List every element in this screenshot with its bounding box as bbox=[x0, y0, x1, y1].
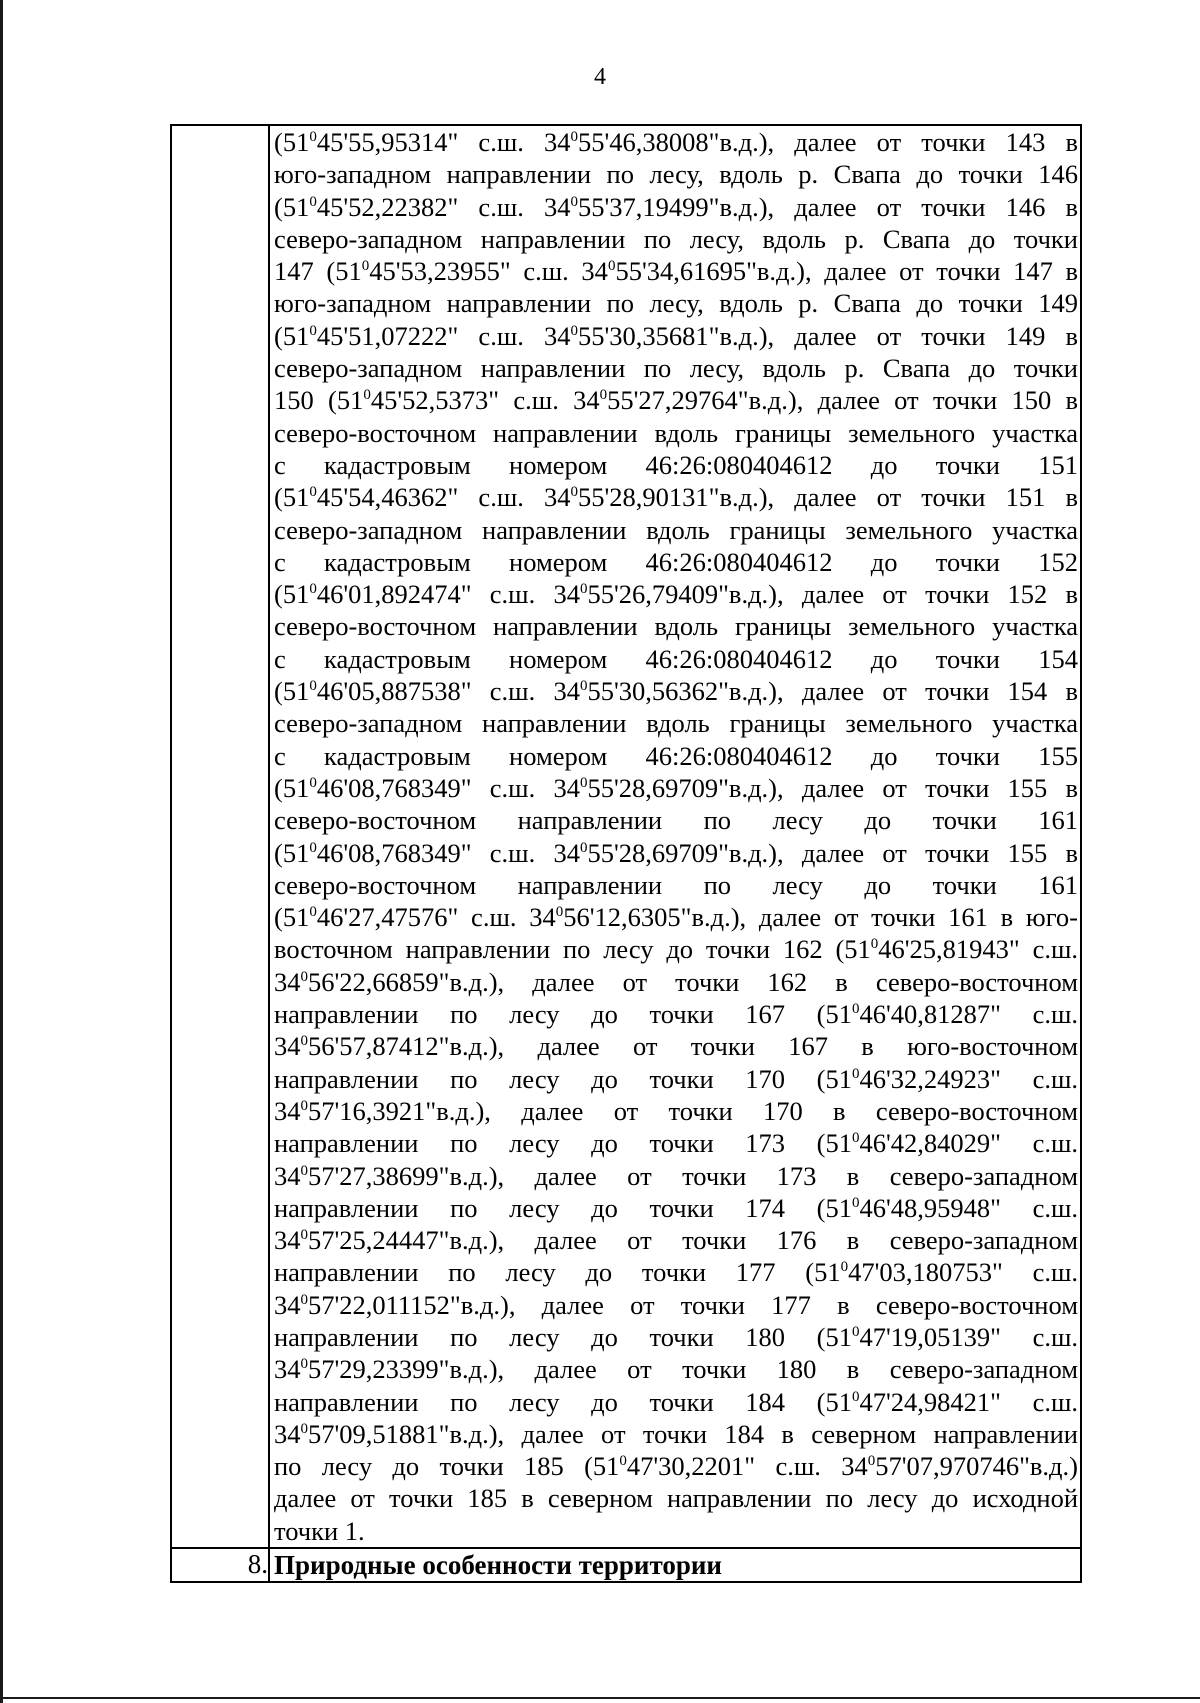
boundary-text-line: направлении по лесу до точки 170 ($51^046'32,24923$" с.ш. bbox=[274, 1063, 1078, 1094]
boundary-text-line: с кадастровым номером 46:26:080404612 до точки 155 bbox=[274, 740, 1078, 771]
boundary-text-line: ($51^046'01,892474$" с.ш. $34^055'26,79409"в.д$.), далее от точки 152 в bbox=[274, 579, 1079, 610]
boundary-text-line: ($51^046'08,768349$" с.ш. $34^055'28,69709"в.д$.), далее от точки 155 в bbox=[274, 772, 1079, 803]
boundary-text-line: 147 ($51^045'53,23955$" с.ш. $34^055'34,61695"в.д$.), далее от точки 147 в bbox=[274, 256, 1079, 287]
boundary-description-table bbox=[170, 124, 1082, 1583]
boundary-text-line: ($51^045'55,95314$" с.ш. $34^055'46,38008"в.д$.), далее от точки 143 в bbox=[274, 127, 1079, 157]
boundary-text-line: северо-западном направлении по лесу, вдоль р. Свапа до точки bbox=[274, 223, 1078, 254]
boundary-text-line: $34^056'22,66859"в.д$.), далее от точки 162 в северо-восточном bbox=[274, 966, 1078, 997]
boundary-text-line: $34^057'09,51881"в.д$.), далее от точки 184 в северном направлении bbox=[274, 1418, 1078, 1449]
boundary-text-line: $34^057'22,011152"в.д$.), далее от точки 177 в северо-восточном bbox=[274, 1289, 1078, 1320]
boundary-text-line: точки 1. bbox=[274, 1515, 365, 1546]
boundary-text-line: ($51^046'08,768349$" с.ш. $34^055'28,69709"в.д$.), далее от точки 155 в bbox=[274, 837, 1079, 868]
scan-edge-left bbox=[0, 0, 3, 1703]
boundary-text-line: $34^057'27,38699"в.д$.), далее от точки 173 в северо-западном bbox=[274, 1160, 1078, 1191]
boundary-text-line: северо-западном направлении по лесу, вдоль р. Свапа до точки bbox=[274, 353, 1078, 384]
boundary-text-line: направлении по лесу до точки 184 ($51^047'24,98421$" с.ш. bbox=[274, 1386, 1078, 1417]
boundary-text-line: направлении по лесу до точки 180 ($51^047'19,05139$" с.ш. bbox=[274, 1321, 1078, 1352]
boundary-text-line: далее от точки 185 в северном направлении по лесу до исходной bbox=[274, 1483, 1078, 1514]
boundary-text-line: $34^057'29,23399"в.д$.), далее от точки 180 в северо-западном bbox=[274, 1354, 1078, 1385]
boundary-text-line: ($51^045'51,07222$" с.ш. $34^055'30,35681"в.д$.), далее от точки 149 в bbox=[274, 320, 1079, 351]
page-number: 4 bbox=[594, 64, 606, 90]
boundary-text-line: с кадастровым номером 46:26:080404612 до точки 154 bbox=[274, 643, 1078, 674]
table-row-boundary bbox=[171, 125, 1081, 1548]
boundary-text-line: юго-западном направлении по лесу, вдоль р. Свапа до точки 149 bbox=[274, 288, 1078, 319]
boundary-text-line: северо-восточном направлении по лесу до точки 161 bbox=[274, 805, 1078, 836]
boundary-text-line: $34^056'57,87412"в.д$.), далее от точки 167 в юго-восточном bbox=[274, 1031, 1078, 1062]
boundary-text-line: северо-восточном направлении по лесу до точки 161 bbox=[274, 869, 1078, 900]
boundary-description-cell bbox=[269, 125, 1081, 1548]
boundary-text-line: юго-западном направлении по лесу, вдоль р. Свапа до точки 146 bbox=[274, 159, 1078, 190]
boundary-description-text bbox=[270, 126, 1080, 1547]
boundary-text-line: с кадастровым номером 46:26:080404612 до точки 151 bbox=[274, 449, 1078, 480]
boundary-text-line: ($51^045'54,46362$" с.ш. $34^055'28,90131"в.д$.), далее от точки 151 в bbox=[274, 482, 1079, 513]
section-8-title-cell bbox=[269, 1548, 1081, 1582]
boundary-text-line: 150 ($51^045'52,5373$" с.ш. $34^055'27,29764"в.д$.), далее от точки 150 в bbox=[274, 385, 1079, 416]
boundary-text-line: северо-западном направлении вдоль границы земельного участка bbox=[274, 708, 1078, 739]
boundary-text-line: с кадастровым номером 46:26:080404612 до точки 152 bbox=[274, 546, 1078, 577]
scan-edge-bottom bbox=[0, 1697, 1200, 1699]
boundary-text-line: $34^057'25,24447"в.д$.), далее от точки 176 в северо-западном bbox=[274, 1225, 1078, 1256]
boundary-text-line: по лесу до точки 185 ($51^047'30,2201$" с.ш. $34^057'07,970746"в.д$.) bbox=[274, 1451, 1078, 1482]
boundary-text-line: направлении по лесу до точки 173 ($51^046'42,84029$" с.ш. bbox=[274, 1128, 1078, 1159]
boundary-text-line: северо-западном направлении вдоль границы земельного участка bbox=[274, 514, 1078, 545]
boundary-text-line: $34^057'16,3921"в.д$.), далее от точки 170 в северо-восточном bbox=[274, 1095, 1078, 1126]
boundary-text-line: направлении по лесу до точки 177 ($51^047'03,180753$" с.ш. bbox=[274, 1257, 1078, 1288]
boundary-text-line: ($51^046'27,47576$" с.ш. $34^056'12,6305"в.д$.), далее от точки 161 в юго- bbox=[274, 902, 1078, 933]
boundary-text-line: северо-восточном направлении вдоль границы земельного участка bbox=[274, 417, 1078, 448]
section-8-title: Природные особенности территории bbox=[274, 1550, 722, 1581]
boundary-text-line: направлении по лесу до точки 174 ($51^046'48,95948$" с.ш. bbox=[274, 1192, 1078, 1223]
section-8-number: 8. bbox=[171, 1548, 269, 1582]
boundary-text-line: ($51^046'05,887538$" с.ш. $34^055'30,56362"в.д$.), далее от точки 154 в bbox=[274, 676, 1079, 707]
row-number-cell-empty bbox=[171, 125, 269, 1548]
table-row-section-8 bbox=[171, 1548, 1081, 1582]
boundary-text-line: направлении по лесу до точки 167 ($51^046'40,81287$" с.ш. bbox=[274, 999, 1078, 1030]
boundary-text-line: северо-восточном направлении вдоль границы земельного участка bbox=[274, 611, 1078, 642]
boundary-text-line: ($51^045'52,22382$" с.ш. $34^055'37,19499"в.д$.), далее от точки 146 в bbox=[274, 191, 1079, 222]
boundary-text-line: восточном направлении по лесу до точки 162 ($51^046'25,81943$" с.ш. bbox=[274, 934, 1078, 965]
